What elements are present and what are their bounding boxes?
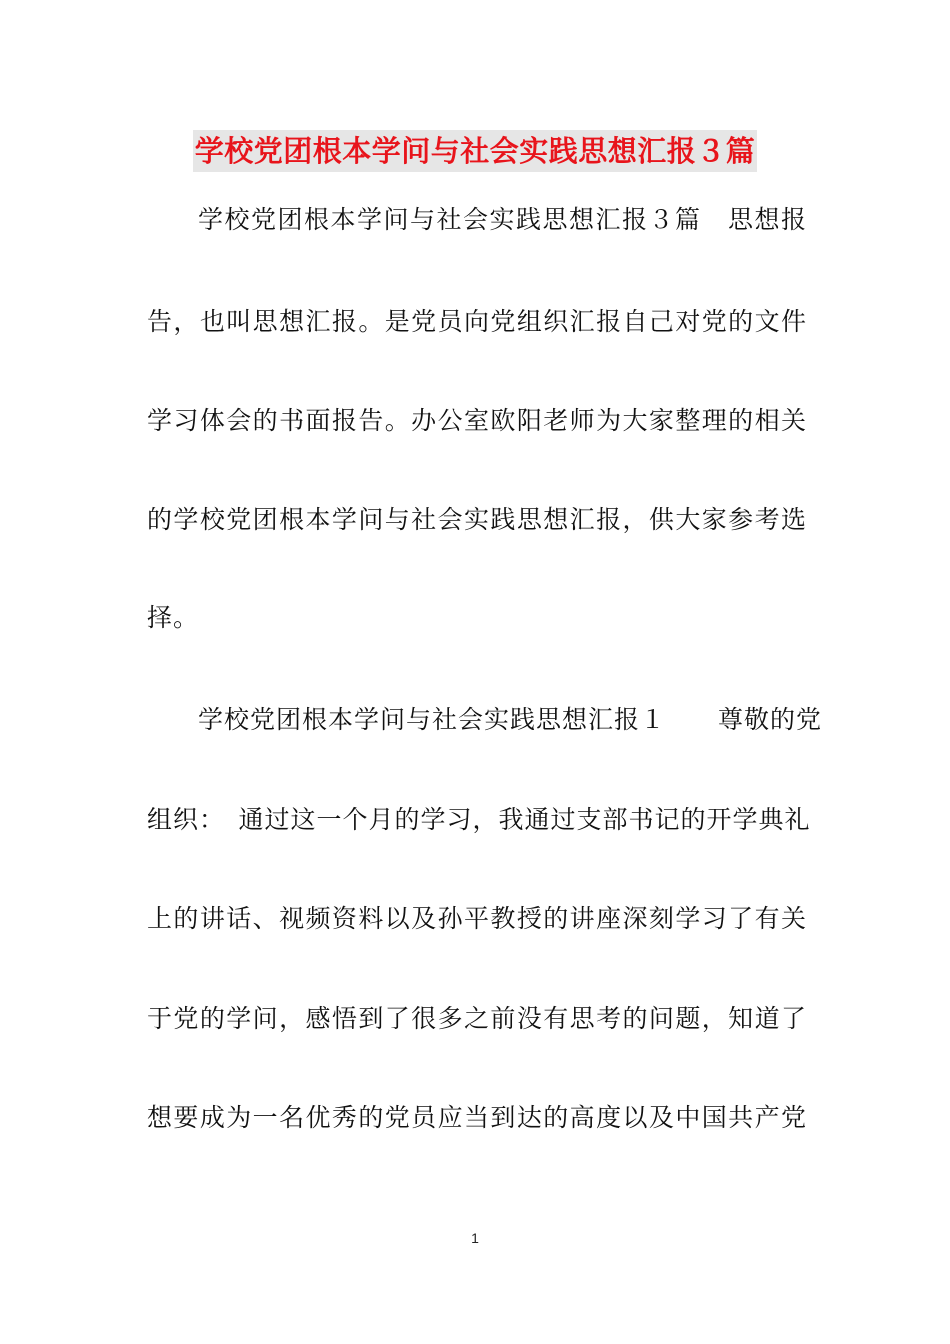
- paragraph-line: 学校党团根本学问与社会实践思想汇报３篇 思想报: [198, 205, 807, 234]
- paragraph-line: 告，也叫思想汇报。是党员向党组织汇报自己对党的文件: [147, 307, 807, 336]
- paragraph-line: 组织： 通过这一个月的学习，我通过支部书记的开学典礼: [147, 805, 811, 834]
- document-title: [0, 130, 950, 178]
- paragraph-line: 学校党团根本学问与社会实践思想汇报１ 尊敬的党: [198, 705, 823, 734]
- paragraph-line: 择。: [147, 603, 200, 632]
- paragraph-line: 的学校党团根本学问与社会实践思想汇报，供大家参考选: [147, 505, 807, 534]
- paragraph-line: 学习体会的书面报告。办公室欧阳老师为大家整理的相关: [147, 406, 807, 435]
- paragraph-line: 于党的学问，感悟到了很多之前没有思考的问题，知道了: [147, 1004, 807, 1033]
- document-title-text: 学校党团根本学问与社会实践思想汇报３篇: [193, 130, 758, 172]
- paragraph-line: 想要成为一名优秀的党员应当到达的高度以及中国共产党: [147, 1103, 807, 1132]
- page-number: 1: [471, 1230, 479, 1246]
- paragraph-line: 上的讲话、视频资料以及孙平教授的讲座深刻学习了有关: [147, 904, 807, 933]
